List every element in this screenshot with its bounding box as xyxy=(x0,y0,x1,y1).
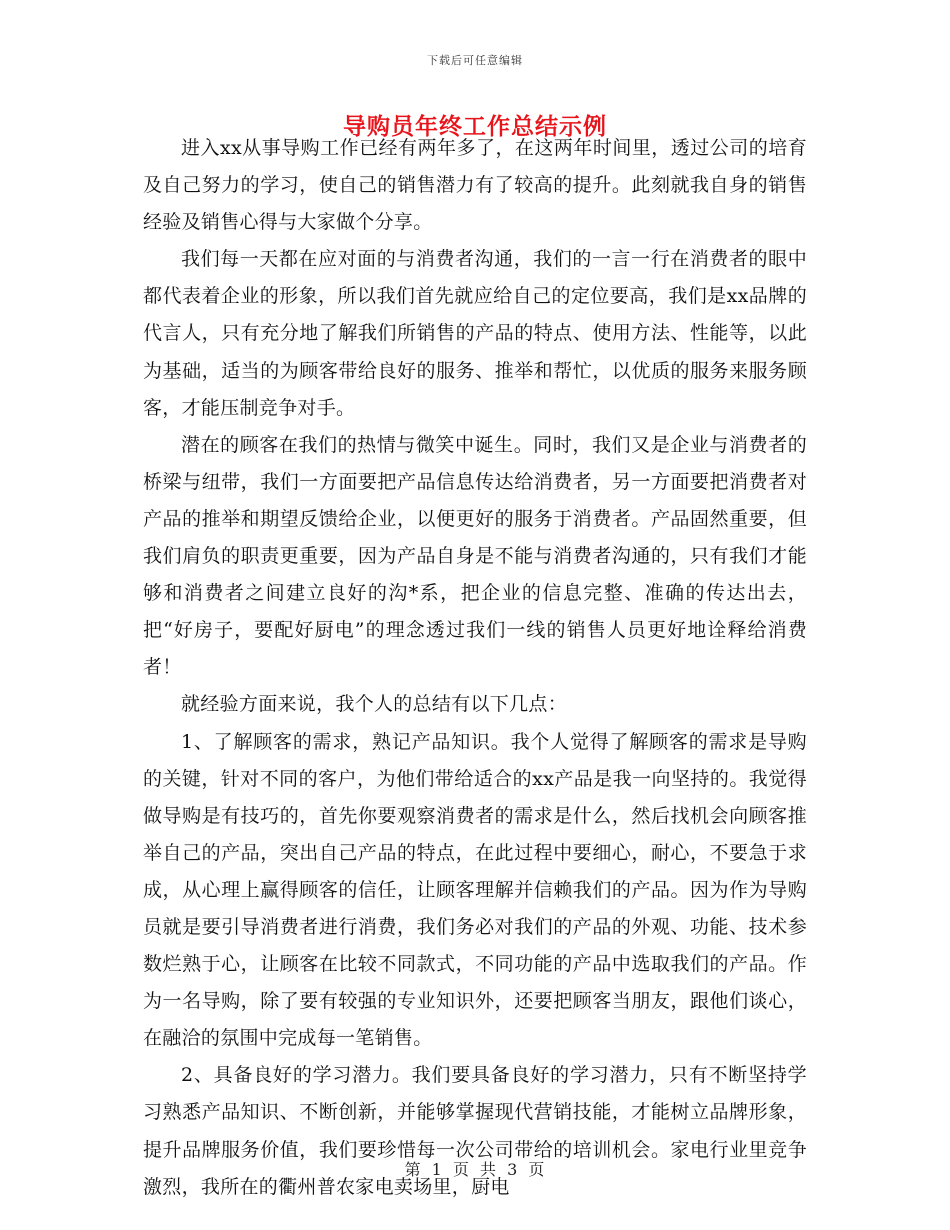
paragraph-point-2: 2、具备良好的学习潜力。我们要具备良好的学习潜力，只有不断坚持学习熟悉产品知识、不断创新，并能够掌握现代营销技能，才能树立品牌形象，提升品牌服务价值，我们要珍惜每一次公司带给的培训机会。家电行业里竞争激烈，我所在的衢州普农家电卖场里，厨电 xyxy=(143,1064,807,1198)
paragraph-intro: 进入xx从事导购工作已经有两年多了，在这两年时间里，透过公司的培育及自己努力的学习，使自己的销售潜力有了较高的提升。此刻就我自身的销售经验及销售心得与大家做个分享。 xyxy=(143,137,807,234)
paragraph-summary-intro: 就经验方面来说，我个人的总结有以下几点： xyxy=(181,693,568,716)
page-header-note: 下载后可任意编辑 xyxy=(427,54,523,67)
paragraph-bridge: 潜在的顾客在我们的热情与微笑中诞生。同时，我们又是企业与消费者的桥梁与纽带，我们一方面要把产品信息传达给消费者，另一方面要把消费者对产品的推举和期望反馈给企业，以便更好的服务于消费者。产品固然重要，但我们肩负的职责更重要，因为产品自身是不能与消费者沟通的，只有我们才能够和消费者之间建立良好的沟*系，把企业的信息完整、准确的传达出去，把“好房子，要配好厨电”的理念透过我们一线的销售人员更好地诠释给消费者！ xyxy=(143,433,807,679)
page-number: 第 1 页 共 3 页 xyxy=(404,1160,546,1179)
document-title: 导购员年终工作总结示例 xyxy=(343,114,607,140)
paragraph-point-1: 1、了解顾客的需求，熟记产品知识。我个人觉得了解顾客的需求是导购的关键，针对不同的客户，为他们带给适合的xx产品是我一向坚持的。我觉得做导购是有技巧的，首先你要观察消费者的需求是什么，然后找机会向顾客推举自己的产品，突出自己产品的特点，在此过程中要细心，耐心，不要急于求成，从心理上赢得顾客的信任，让顾客理解并信赖我们的产品。因为作为导购员就是要引导消费者进行消费，我们务必对我们的产品的外观、功能、技术参数烂熟于心，让顾客在比较不同款式，不同功能的产品中选取我们的产品。作为一名导购，除了要有较强的专业知识外，还要把顾客当朋友，跟他们谈心，在融洽的氛围中完成每一笔销售。 xyxy=(143,730,807,1050)
document-body xyxy=(143,130,807,1206)
paragraph-image: 我们每一天都在应对面的与消费者沟通，我们的一言一行在消费者的眼中都代表着企业的形象，所以我们首先就应给自己的定位要高，我们是xx品牌的代言人，只有充分地了解我们所销售的产品的特点、使用方法、性能等，以此为基础，适当的为顾客带给良好的服务、推举和帮忙，以优质的服务来服务顾客，才能压制竞争对手。 xyxy=(143,248,807,419)
